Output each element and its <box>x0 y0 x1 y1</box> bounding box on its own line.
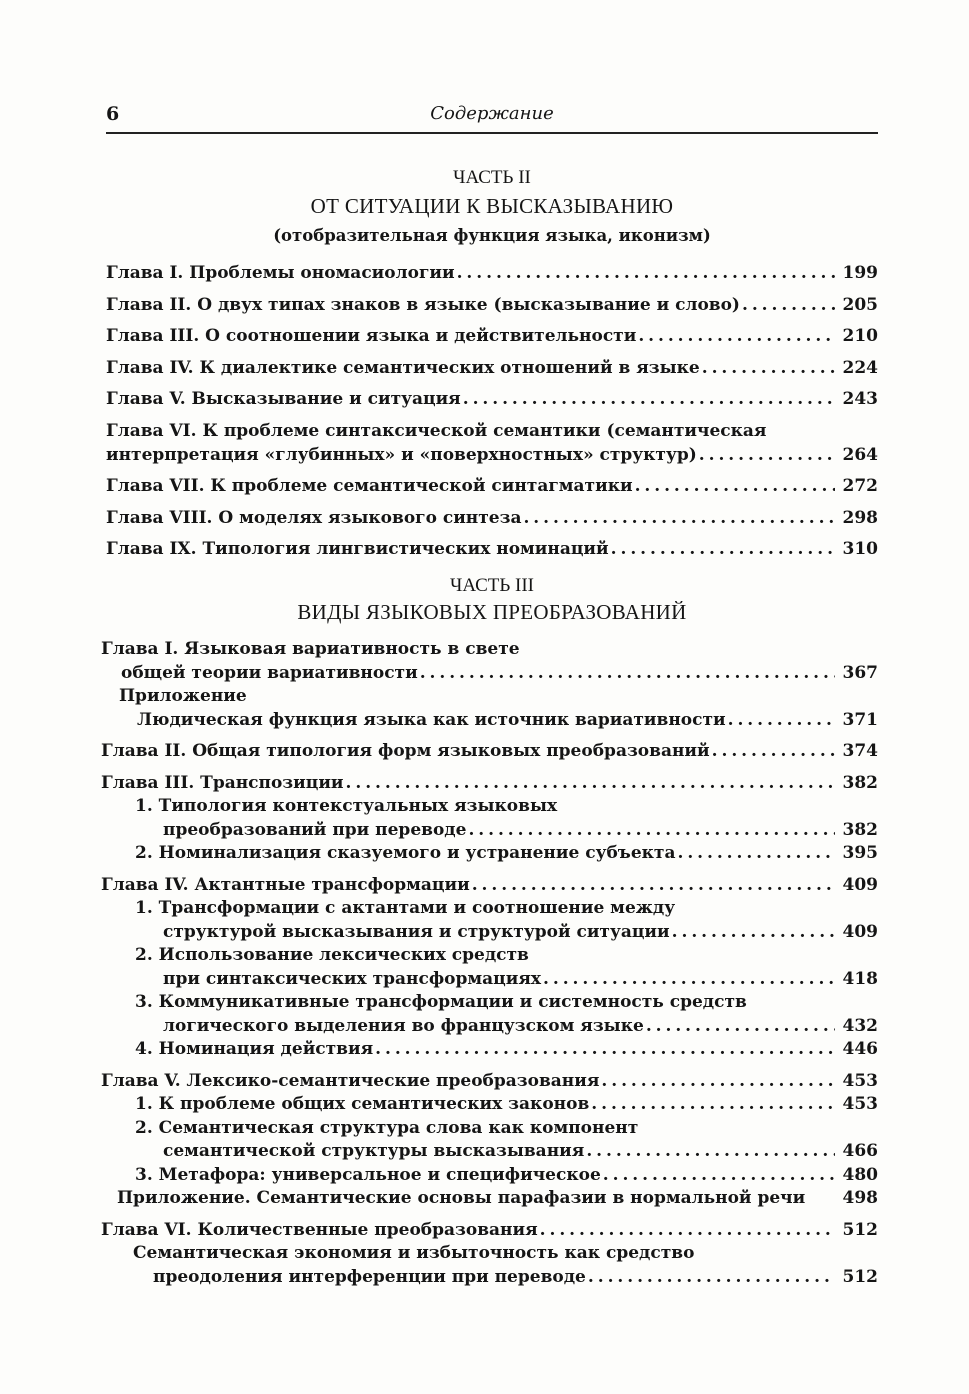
toc-chapter[interactable] <box>101 638 878 732</box>
toc-chapter[interactable] <box>101 1070 878 1211</box>
toc-entry-page: 512 <box>842 1266 878 1287</box>
toc-entry-page: 210 <box>842 326 878 346</box>
toc-entry[interactable] <box>106 384 878 416</box>
toc-entry-page: 453 <box>842 1094 878 1114</box>
section-title: 3. Метафора: универсальное и специфическое <box>135 1164 601 1185</box>
toc-entry-title-cont: интерпретация «глубинных» и «поверхностных» структур) <box>106 445 697 465</box>
appendix-label: Приложение <box>119 686 247 706</box>
part-2-heading <box>106 163 878 253</box>
page-number: 6 <box>106 103 120 125</box>
toc-entry-title: Глава VI. К проблеме синтаксической семантики (семантическая <box>106 420 767 441</box>
running-head <box>106 98 878 134</box>
dot-leader <box>677 842 835 866</box>
toc-entry-title: Глава V. Лексико-семантические преобразования <box>101 1070 600 1091</box>
dot-leader <box>420 662 835 686</box>
toc-entry-page: 371 <box>842 709 878 730</box>
toc-entry[interactable] <box>106 353 878 385</box>
toc-chapter[interactable] <box>101 874 878 1062</box>
dot-leader <box>375 1038 835 1062</box>
dot-leader <box>586 1140 835 1164</box>
section-title: 4. Номинация действия <box>135 1039 374 1059</box>
toc-entry-page: 432 <box>842 1015 878 1036</box>
dot-leader <box>463 384 835 416</box>
running-title: Содержание <box>430 103 554 124</box>
toc-entry-page: 367 <box>842 662 878 683</box>
dot-leader <box>468 819 835 843</box>
toc-entry-title: Глава VIII. О моделях языкового синтеза <box>106 507 522 528</box>
part-2-label: ЧАСТЬ II <box>453 167 531 188</box>
section-title: 1. К проблеме общих семантических законов <box>135 1094 590 1114</box>
toc-entry-title: Глава II. О двух типах знаков в языке (высказывание и слово) <box>106 294 740 315</box>
toc-chapter[interactable] <box>101 1219 878 1290</box>
dot-leader <box>457 258 835 290</box>
dot-leader <box>702 353 835 385</box>
part-3-toc <box>101 638 878 1289</box>
section-title: 3. Коммуникативные трансформации и системность средств <box>135 992 747 1012</box>
toc-entry-title: Глава II. Общая типология форм языковых преобразований <box>101 741 710 761</box>
toc-entry-page: 224 <box>842 357 878 378</box>
section-title: Семантическая экономия и избыточность как средство <box>133 1243 695 1263</box>
dot-leader <box>728 709 835 733</box>
dot-leader <box>543 968 835 992</box>
part-2-subtitle: (отобразительная функция языка, иконизм) <box>273 226 711 245</box>
dot-leader <box>540 1219 835 1243</box>
toc-entry-page: 199 <box>842 263 878 283</box>
section-title: 2. Семантическая структура слова как компонент <box>135 1117 639 1138</box>
dot-leader <box>601 1070 835 1094</box>
toc-chapter[interactable] <box>101 772 878 866</box>
dot-leader <box>742 290 835 322</box>
part-2-toc <box>106 258 878 566</box>
section-title-cont: семантической структуры высказывания <box>163 1141 585 1161</box>
dot-leader <box>699 447 835 463</box>
toc-entry-title: Глава I. Языковая вариативность в свете <box>101 639 520 659</box>
toc-entry-title: Глава IX. Типология лингвистических номинаций <box>106 539 609 559</box>
toc-entry-page: 243 <box>842 389 878 409</box>
dot-leader <box>523 503 835 535</box>
toc-entry[interactable] <box>106 258 878 290</box>
toc-entry-title-cont: общей теории вариативности <box>121 662 418 683</box>
dot-leader <box>472 874 835 898</box>
toc-entry[interactable] <box>106 290 878 322</box>
part-3-label: ЧАСТЬ III <box>449 575 535 596</box>
toc-entry-page: 205 <box>842 294 878 315</box>
toc-entry-page: 382 <box>842 819 878 840</box>
toc-entry-page: 409 <box>842 921 878 942</box>
dot-leader <box>611 534 835 566</box>
toc-entry-page: 409 <box>842 874 878 895</box>
toc-entry-title: Глава III. Транспозиции <box>101 772 344 793</box>
toc-entry[interactable] <box>106 321 878 353</box>
dot-leader <box>672 921 835 945</box>
toc-entry[interactable] <box>106 471 878 503</box>
toc-entry-title: Глава IV. Актантные трансформации <box>101 874 470 895</box>
dot-leader <box>638 321 835 353</box>
toc-entry-page: 466 <box>842 1141 878 1161</box>
toc-entry-page: 310 <box>842 539 878 559</box>
toc-entry-page: 480 <box>842 1164 878 1185</box>
toc-entry-page: 395 <box>842 843 878 863</box>
toc-entry-title: Глава V. Высказывание и ситуация <box>106 389 461 409</box>
toc-entry-page: 298 <box>842 507 878 528</box>
part-3-title: ВИДЫ ЯЗЫКОВЫХ ПРЕОБРАЗОВАНИЙ <box>297 600 687 624</box>
toc-entry-title: Глава VII. К проблеме семантической синтагматики <box>106 476 633 496</box>
section-title-cont: преодоления интерференции при переводе <box>153 1266 586 1287</box>
section-title: 2. Номинализация сказуемого и устранение субъекта <box>135 843 676 863</box>
toc-entry-page: 374 <box>842 741 878 761</box>
toc-entry-page: 382 <box>842 772 878 793</box>
toc-chapter[interactable] <box>101 740 878 764</box>
dot-leader <box>346 772 835 796</box>
appendix-title: Людическая функция языка как источник вариативности <box>137 709 726 730</box>
dot-leader <box>603 1164 835 1188</box>
toc-entry-page: 418 <box>842 968 878 989</box>
section-title-cont: преобразований при переводе <box>163 819 467 840</box>
toc-entry-title: Глава VI. Количественные преобразования <box>101 1219 538 1240</box>
section-title: 1. Типология контекстуальных языковых <box>135 796 558 816</box>
toc-entry-title: Глава I. Проблемы ономасиологии <box>106 263 455 283</box>
dot-leader <box>646 1015 835 1039</box>
dot-leader <box>588 1266 835 1290</box>
part-3-heading <box>106 573 878 625</box>
toc-entry-page: 453 <box>842 1070 878 1091</box>
toc-entry-page: 512 <box>842 1219 878 1240</box>
toc-entry-title: Глава III. О соотношении языка и действительности <box>106 326 637 346</box>
section-title: 1. Трансформации с актантами и соотношение между <box>135 898 676 918</box>
toc-entry-title: Глава IV. К диалектике семантических отношений в языке <box>106 357 700 378</box>
appendix-title: Приложение. Семантические основы парафазии в нормальной речи <box>117 1188 806 1208</box>
toc-entry[interactable] <box>106 503 878 535</box>
part-2-title: ОТ СИТУАЦИИ К ВЫСКАЗЫВАНИЮ <box>310 194 674 218</box>
dot-leader <box>712 740 835 764</box>
section-title-cont: структурой высказывания и структурой ситуации <box>163 921 670 942</box>
toc-entry[interactable] <box>106 416 878 472</box>
section-title: 2. Использование лексических средств <box>135 945 529 965</box>
toc-entry-page: 264 <box>842 445 878 465</box>
section-title-cont: при синтаксических трансформациях <box>163 968 542 989</box>
toc-entry-page: 498 <box>842 1188 878 1208</box>
dot-leader <box>635 471 835 503</box>
toc-entry-page: 272 <box>842 476 878 496</box>
dot-leader <box>591 1093 835 1117</box>
section-title-cont: логического выделения во французском языке <box>163 1015 644 1036</box>
toc-entry-page: 446 <box>842 1039 878 1059</box>
toc-entry[interactable] <box>106 534 878 566</box>
